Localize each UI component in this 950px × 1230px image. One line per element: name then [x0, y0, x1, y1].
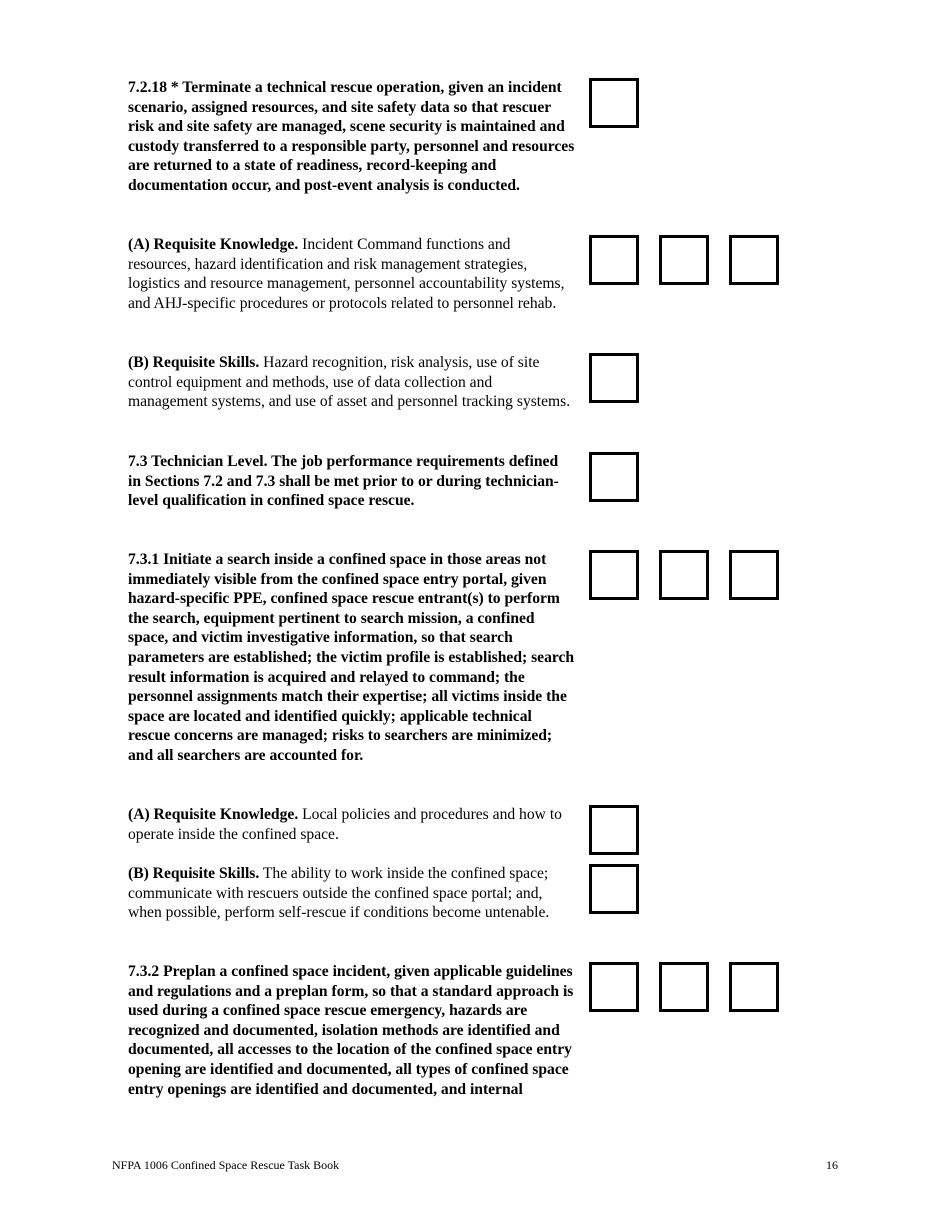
section-7-3-1-knowledge: [128, 805, 575, 844]
section-7-3-1-text: 7.3.1 Initiate a search inside a confined space in those areas not immediately visible from the confined space entry portal, given hazard-specific PPE, confined space rescue entrant(s) to perform the search, equipment pertinent to search mission, a confined space, and victim investigative information, so that search parameters are established; the victim profile is established; search result information is acquired and relayed to command; the personnel assignments match their expertise; all victims inside the space are located and identified quickly; applicable technical rescue concerns are managed; risks to searchers are minimized; and all searchers are accounted for.: [128, 551, 575, 764]
page-number: 16: [826, 1158, 838, 1172]
section-7-3-text: 7.3 Technician Level. The job performance requirements defined in Sections 7.2 and 7.3 shall be met prior to or during technician-level qualification in confined space rescue.: [128, 453, 559, 510]
signoff-checkbox[interactable]: [589, 78, 639, 128]
signoff-checkbox[interactable]: [729, 235, 779, 285]
requisite-knowledge-label: (A) Requisite Knowledge.: [128, 806, 299, 823]
requisite-knowledge-text: Incident Command functions and resources, hazard identification and risk management strategies, logistics and resource management, personnel accountability systems, and AHJ-specific procedures or protocols related to personnel rehab.: [128, 236, 565, 312]
signoff-checkbox[interactable]: [589, 452, 639, 502]
signoff-checkbox[interactable]: [729, 962, 779, 1012]
signoff-checkbox[interactable]: [729, 550, 779, 600]
signoff-checkbox[interactable]: [589, 235, 639, 285]
signoff-checkbox[interactable]: [589, 864, 639, 914]
requisite-knowledge-label: (A) Requisite Knowledge.: [128, 236, 299, 253]
section-7-3-2-text: 7.3.2 Preplan a confined space incident, given applicable guidelines and regulations and a preplan form, so that a standard approach is used during a confined space rescue emergency, hazards are recognized and documented, isolation methods are identified and documented, all accesses to the location of the confined space entry opening are identified and documented, all types of confined space entry openings are identified and documented, and internal: [128, 963, 574, 1098]
signoff-checkbox[interactable]: [589, 805, 639, 855]
requisite-skills-text: Hazard recognition, risk analysis, use of site control equipment and methods, use of data collection and management systems, and use of asset and personnel tracking systems.: [128, 354, 571, 411]
requisite-skills-label: (B) Requisite Skills.: [128, 865, 260, 882]
section-7-2-18-knowledge: [128, 235, 575, 313]
footer-title: NFPA 1006 Confined Space Rescue Task Book: [112, 1158, 340, 1172]
requisite-skills-label: (B) Requisite Skills.: [128, 354, 260, 371]
signoff-checkbox[interactable]: [659, 235, 709, 285]
section-7-3-1-skills: [128, 864, 575, 923]
section-7-2-18-text: 7.2.18 * Terminate a technical rescue operation, given an incident scenario, assigned resources, and site safety data so that rescuer risk and site safety are managed, scene security is maintained and custody transferred to a responsible party, personnel and resources are returned to a state of readiness, record-keeping and documentation occur, and post-event analysis is conducted.: [128, 79, 575, 194]
requisite-knowledge-text: Local policies and procedures and how to operate inside the confined space.: [128, 806, 562, 843]
signoff-checkbox[interactable]: [659, 550, 709, 600]
signoff-checkbox[interactable]: [659, 962, 709, 1012]
requisite-skills-text: The ability to work inside the confined space; communicate with rescuers outside the confined space portal; and, when possible, perform self-rescue if conditions become untenable.: [128, 865, 550, 922]
section-7-2-18-skills: [128, 353, 575, 412]
signoff-checkbox[interactable]: [589, 550, 639, 600]
signoff-checkbox[interactable]: [589, 353, 639, 403]
signoff-checkbox[interactable]: [589, 962, 639, 1012]
